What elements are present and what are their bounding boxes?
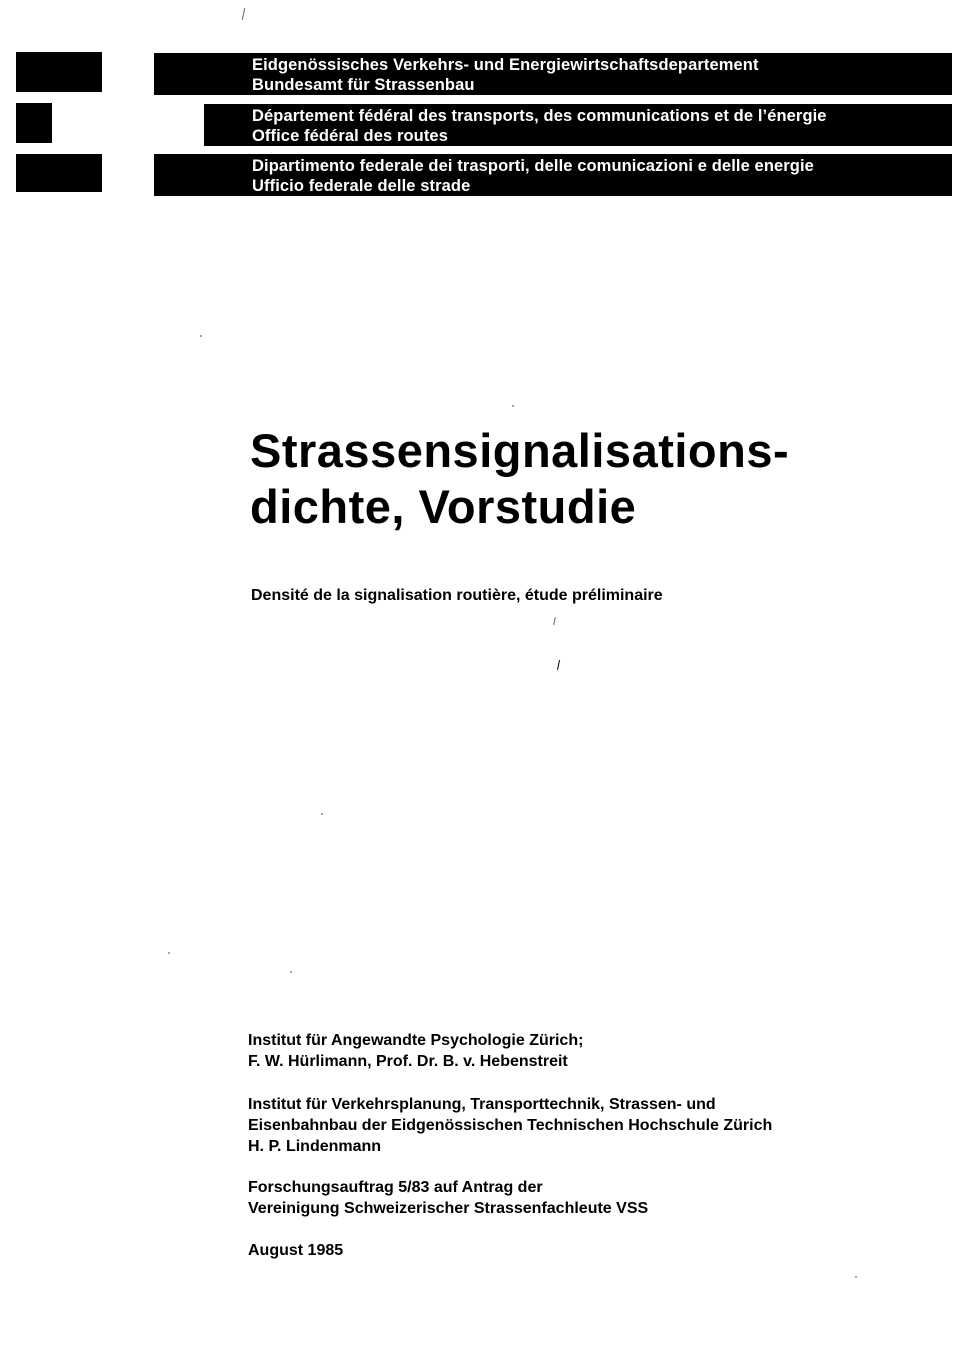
header-bar-french: [204, 104, 952, 146]
scan-speck: [321, 813, 323, 815]
research-order-line-1: Forschungsauftrag 5/83 auf Antrag der: [248, 1179, 543, 1196]
scan-speck: [512, 405, 514, 407]
header-office-italian: Ufficio federale delle strade: [252, 177, 471, 195]
header-department-french: Département fédéral des transports, des communications et de l’énergie: [252, 107, 827, 125]
scan-speck: [168, 952, 170, 954]
header-bar-german: [154, 53, 952, 95]
scan-mark: [242, 8, 245, 20]
header-department-german: Eidgenössisches Verkehrs- und Energiewirtschaftsdepartement: [252, 56, 759, 74]
institute-eth-author: H. P. Lindenmann: [248, 1138, 382, 1155]
header-office-german: Bundesamt für Strassenbau: [252, 76, 475, 94]
scan-mark: [557, 660, 560, 670]
logo-block-bottom: [16, 154, 102, 192]
scan-speck: [855, 1276, 857, 1278]
scan-mark: [553, 617, 556, 625]
header-department-italian: Dipartimento federale dei trasporti, delle comunicazioni e delle energie: [252, 157, 814, 175]
publication-date: August 1985: [248, 1242, 344, 1259]
header-bar-italian: [154, 154, 952, 196]
logo-block-top: [16, 52, 102, 92]
institute-eth-line-1: Institut für Verkehrsplanung, Transporttechnik, Strassen- und: [248, 1096, 716, 1113]
scan-speck: [200, 335, 202, 337]
scan-speck: [290, 971, 292, 973]
header-office-french: Office fédéral des routes: [252, 127, 448, 145]
document-title-line-2: dichte, Vorstudie: [250, 480, 637, 533]
research-order-line-2: Vereinigung Schweizerischer Strassenfachleute VSS: [248, 1200, 649, 1217]
institute-eth-line-2: Eisenbahnbau der Eidgenössischen Technischen Hochschule Zürich: [248, 1117, 773, 1134]
document-title-line-1: Strassensignalisations-: [250, 424, 790, 477]
institute-psychology-block: [248, 1030, 583, 1072]
document-title: [250, 423, 789, 535]
research-order-block: [248, 1177, 648, 1219]
institute-psychology-authors: F. W. Hürlimann, Prof. Dr. B. v. Hebenstreit: [248, 1053, 568, 1070]
institute-eth-block: [248, 1094, 772, 1157]
logo-block-middle: [16, 103, 52, 143]
institute-psychology-name: Institut für Angewandte Psychologie Zürich;: [248, 1032, 584, 1049]
document-subtitle: Densité de la signalisation routière, étude préliminaire: [251, 587, 663, 604]
